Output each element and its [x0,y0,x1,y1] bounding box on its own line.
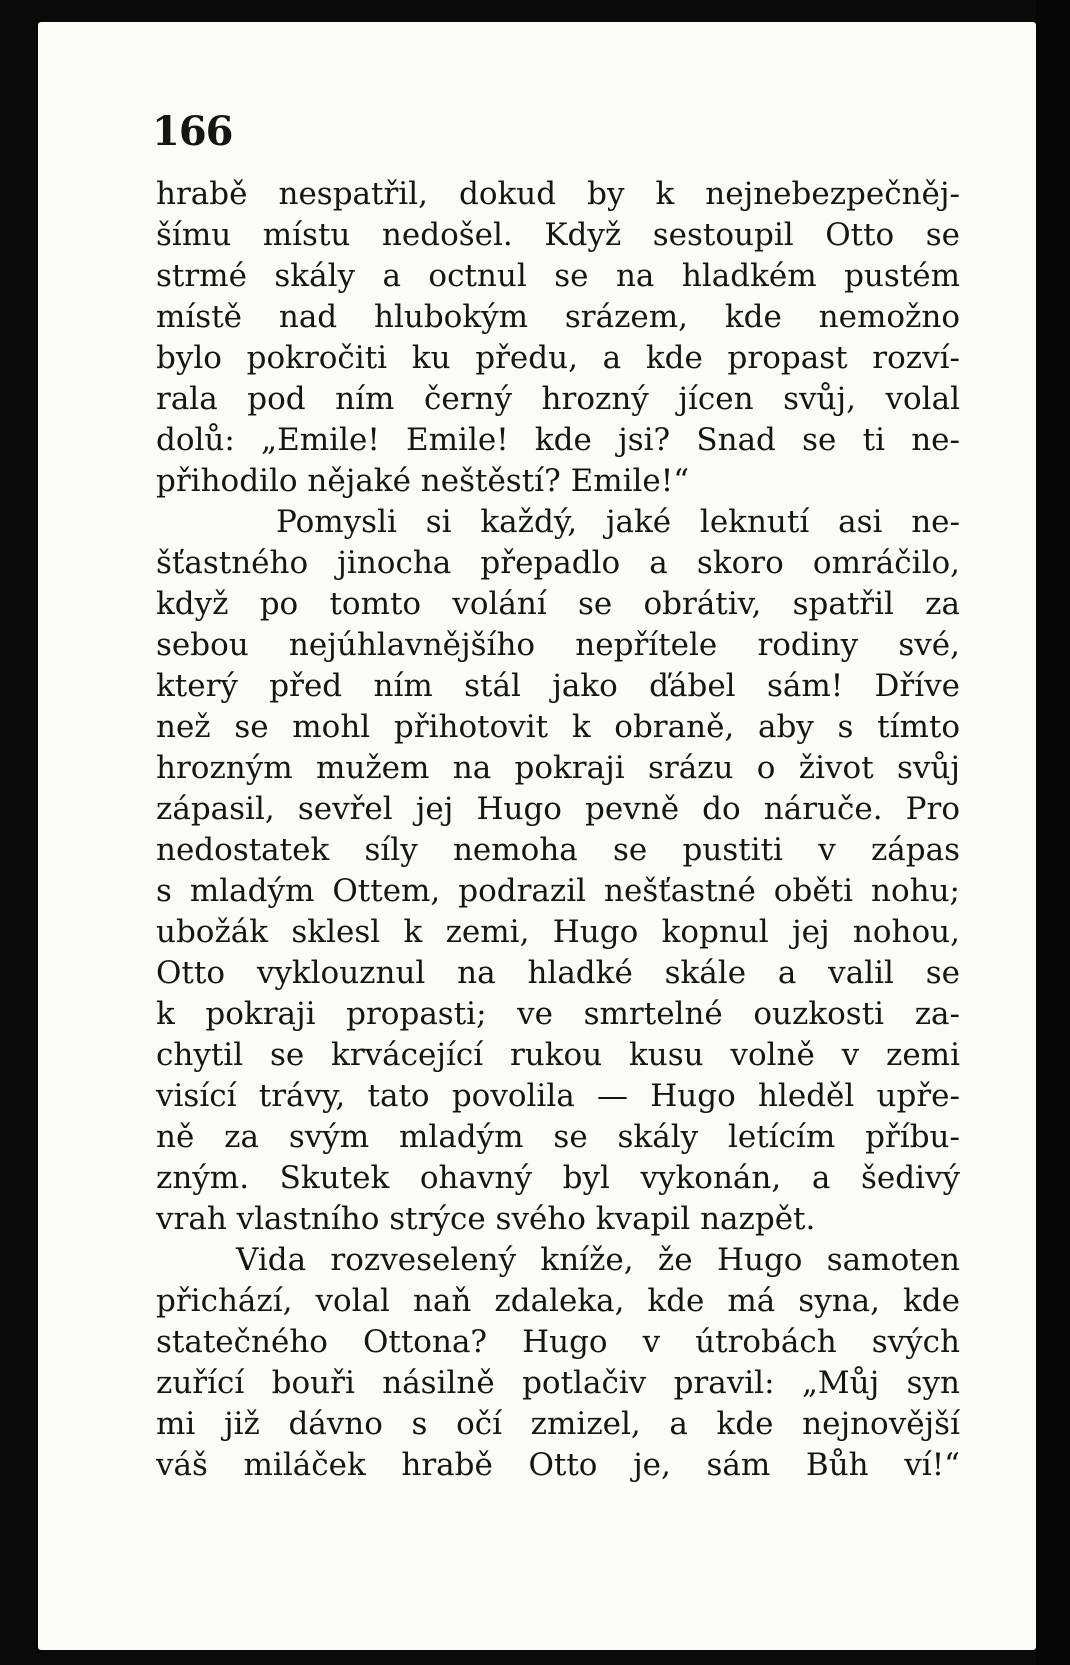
text-line: chytil se krvácející rukou kusu volně v zemi [156,1037,960,1073]
text-line: zápasil, sevřel jej Hugo pevně do náruče. Pro [156,791,960,827]
text-line: visící trávy, tato povolila — Hugo hleděl upře- [156,1078,960,1114]
text-line: místě nad hlubokým srázem, kde nemožno [156,299,960,335]
text-line: Pomysli si každý, jaké leknutí asi ne- [276,504,960,540]
text-line: strmé skály a octnul se na hladkém pustém [156,258,960,294]
text-line: Vida rozveselený kníže, že Hugo samoten [236,1242,960,1278]
text-line: bylo pokročiti ku předu, a kde propast rozví- [156,340,960,376]
text-line: hrabě nespatřil, dokud by k nejnebezpečněj- [156,176,960,212]
text-line: sebou nejúhlavnějšího nepřítele rodiny své, [156,627,960,663]
text-line: hrozným mužem na pokraji srázu o život svůj [156,750,960,786]
text-line: který před ním stál jako ďábel sám! Dříve [156,668,960,704]
text-line: ně za svým mladým se skály letícím příbu- [156,1119,960,1155]
text-line: přichází, volal naň zdaleka, kde má syna, kde [156,1283,960,1319]
text-line: když po tomto volání se obrátiv, spatřil za [156,586,960,622]
text-line: vrah vlastního strýce svého kvapil nazpět. [156,1201,816,1237]
text-line: mi již dávno s očí zmizel, a kde nejnovější [156,1406,960,1442]
book-spine-shadow [1036,0,1070,1665]
text-line: s mladým Ottem, podrazil nešťastné oběti nohu; [156,873,960,909]
body-text [156,174,960,1486]
page-number: 166 [152,108,233,155]
text-line: šťastného jinocha přepadlo a skoro omráčilo, [156,545,960,581]
text-line: váš miláček hrabě Otto je, sám Bůh ví!“ [156,1447,960,1483]
text-line: statečného Ottona? Hugo v útrobách svých [156,1324,960,1360]
text-line: ubožák sklesl k zemi, Hugo kopnul jej nohou, [156,914,960,950]
text-line: nedostatek síly nemoha se pustiti v zápas [156,832,960,868]
text-line: přihodilo nějaké neštěstí? Emile!“ [156,463,690,499]
book-page [38,22,1036,1650]
text-line: dolů: „Emile! Emile! kde jsi? Snad se ti ne- [156,422,960,458]
text-line: zným. Skutek ohavný byl vykonán, a šedivý [156,1160,960,1196]
text-line: než se mohl přihotovit k obraně, aby s tímto [156,709,960,745]
text-line: šímu místu nedošel. Když sestoupil Otto se [156,217,960,253]
text-line: zuřící bouři násilně potlačiv pravil: „Můj syn [156,1365,960,1401]
text-line: rala pod ním černý hrozný jícen svůj, volal [156,381,960,417]
text-line: k pokraji propasti; ve smrtelné ouzkosti za- [156,996,960,1032]
text-line: Otto vyklouznul na hladké skále a valil se [156,955,960,991]
